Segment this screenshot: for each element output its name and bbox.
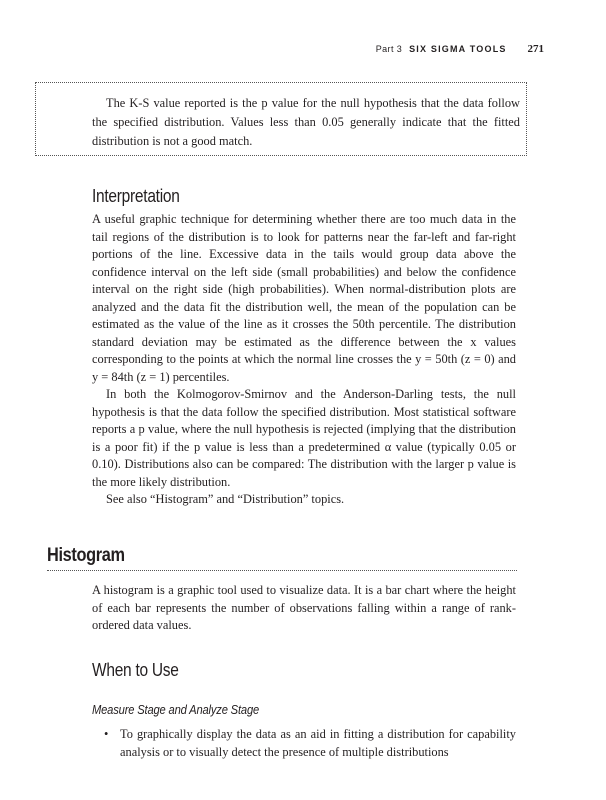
list-item-text: To graphically display the data as an aid in fitting a distribution for capability analysis or to visually detect the presence of multiple distributions: [120, 727, 516, 759]
interpretation-paragraph-1: A useful graphic technique for determining whether there are too much data in the tail regions of the distribution is to look for patterns near the far-left and far-right portions of the line. Excessive data in the tails would group data above the confidence interval on the left side (small probabilities) and below the confidence interval on the right side (high probabilities). When normal-distribution plots are analyzed and the data fit the distribution well, the mean of the population can be estimated as the value of the line as it crosses the 50th percentile. The distribution standard deviation may be estimated as the difference between the x values corresponding to the points at which the normal line crosses the y = 50th (z = 0) and y = 84th (z = 1) percentiles.: [92, 212, 516, 384]
header-part: Part 3: [375, 44, 403, 54]
section-divider: [47, 570, 517, 571]
interpretation-paragraph-3: See also “Histogram” and “Distribution” topics.: [106, 492, 345, 506]
note-text: The K-S value reported is the p value for the null hypothesis that the data follow the specified distribution. Values less than 0.05 generally indicate that the fitted distribution is not a good match.: [92, 96, 520, 148]
header-section: SIX SIGMA TOOLS: [409, 44, 507, 54]
interpretation-body: [92, 211, 516, 509]
interpretation-paragraph-2: In both the Kolmogorov-Smirnov and the Anderson-Darling tests, the null hypothesis is that the data follow the specified distribution. Most statistical software reports a p value, where the null hypothesis is rejected (implying that the distribution is a poor fit) if the p value is less than a predetermined α value (typically 0.05 or 0.10). Distributions also can be compared: The distribution with the larger p value is the more likely distribution.: [92, 387, 516, 489]
note-box: [35, 82, 527, 156]
bullet-dot-icon: •: [104, 727, 109, 741]
when-to-use-heading: When to Use: [92, 660, 179, 680]
page-number: 271: [527, 43, 544, 55]
interpretation-heading: Interpretation: [92, 186, 180, 206]
histogram-body: [92, 582, 516, 635]
histogram-intro: A histogram is a graphic tool used to visualize data. It is a bar chart where the height of each bar represents the number of observations falling within a range of rank-ordered data values.: [92, 583, 516, 632]
stage-subheading: Measure Stage and Analyze Stage: [92, 702, 260, 717]
running-header: [376, 43, 544, 55]
histogram-heading: Histogram: [47, 545, 125, 566]
